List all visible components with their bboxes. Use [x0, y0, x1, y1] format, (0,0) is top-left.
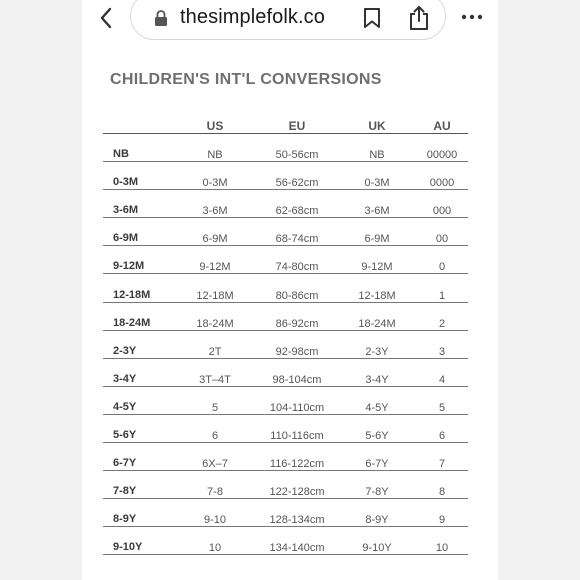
column-header-us: US	[206, 119, 224, 133]
cell-au: 0000	[429, 177, 455, 189]
cell-eu: 74-80cm	[275, 261, 319, 273]
row-divider	[103, 330, 468, 331]
row-divider	[103, 386, 468, 387]
cell-uk: 9-12M	[361, 261, 393, 273]
row-divider	[103, 526, 468, 527]
row-divider	[103, 273, 468, 274]
cell-us: 3-6M	[202, 205, 228, 217]
cell-eu: 50-56cm	[275, 149, 319, 161]
cell-eu: 104-110cm	[269, 402, 325, 414]
cell-uk: 0-3M	[364, 177, 390, 189]
row-size-label: NB	[113, 148, 129, 160]
cell-uk: 3-6M	[364, 205, 390, 217]
row-size-label: 9-12M	[113, 260, 145, 272]
cell-eu: 134-140cm	[269, 542, 325, 554]
back-button[interactable]	[94, 6, 118, 30]
cell-uk: 6-9M	[364, 233, 390, 245]
cell-eu: 68-74cm	[275, 233, 319, 245]
cell-eu: 62-68cm	[275, 205, 319, 217]
cell-au: 00000	[426, 149, 458, 161]
cell-au: 6	[438, 430, 446, 442]
cell-us: 5	[211, 402, 219, 414]
row-size-label: 6-7Y	[113, 457, 137, 469]
row-divider	[103, 217, 468, 218]
row-size-label: 4-5Y	[113, 401, 137, 413]
cell-eu: 110-116cm	[270, 430, 324, 442]
cell-au: 5	[438, 402, 446, 414]
column-header-eu: EU	[288, 119, 306, 133]
cell-us: 6X–7	[202, 458, 228, 470]
url-text[interactable]: thesimplefolk.co	[180, 6, 325, 28]
cell-au: 8	[438, 486, 446, 498]
cell-eu: 56-62cm	[275, 177, 319, 189]
cell-eu: 122-128cm	[269, 486, 325, 498]
row-divider	[103, 414, 468, 415]
cell-us: 6	[211, 430, 219, 442]
cell-uk: 2-3Y	[365, 346, 389, 358]
cell-uk: 8-9Y	[365, 514, 389, 526]
cell-au: 3	[438, 346, 446, 358]
cell-uk: 4-5Y	[365, 402, 389, 414]
row-size-label: 6-9M	[113, 232, 139, 244]
row-size-label: 5-6Y	[113, 429, 137, 441]
cell-au: 7	[438, 458, 446, 470]
cell-us: 3T–4T	[199, 374, 231, 386]
share-icon[interactable]	[407, 5, 431, 31]
cell-uk: 7-8Y	[365, 486, 389, 498]
row-size-label: 3-4Y	[113, 373, 137, 385]
chart-title: CHILDREN'S INT'L CONVERSIONS	[110, 71, 382, 88]
cell-eu: 128-134cm	[269, 514, 325, 526]
cell-uk: NB	[369, 149, 385, 161]
row-divider	[103, 442, 468, 443]
cell-us: 10	[208, 542, 222, 554]
row-divider	[103, 498, 468, 499]
cell-uk: 12-18M	[358, 290, 396, 302]
cell-eu: 98-104cm	[272, 374, 322, 386]
row-size-label: 8-9Y	[113, 513, 137, 525]
row-divider	[103, 358, 468, 359]
cell-eu: 86-92cm	[275, 318, 319, 330]
column-header-au: AU	[433, 119, 451, 133]
header-rule	[103, 133, 468, 134]
cell-eu: 92-98cm	[275, 346, 319, 358]
cell-uk: 9-10Y	[362, 542, 392, 554]
cell-us: 6-9M	[202, 233, 228, 245]
row-size-label: 7-8Y	[113, 485, 137, 497]
row-divider	[103, 470, 468, 471]
browser-toolbar	[0, 0, 580, 42]
cell-uk: 18-24M	[358, 318, 396, 330]
cell-eu: 80-86cm	[275, 290, 319, 302]
row-divider	[103, 189, 468, 190]
cell-us: 9-12M	[199, 261, 231, 273]
cell-us: 12-18M	[196, 290, 234, 302]
cell-us: NB	[207, 149, 223, 161]
cell-au: 10	[435, 542, 449, 554]
row-size-label: 9-10Y	[113, 541, 143, 553]
row-size-label: 12-18M	[113, 289, 151, 301]
cell-au: 0	[438, 261, 446, 273]
row-divider	[103, 554, 468, 555]
cell-uk: 6-7Y	[365, 458, 389, 470]
cell-us: 9-10	[203, 514, 227, 526]
cell-au: 000	[432, 205, 452, 217]
row-size-label: 18-24M	[113, 317, 151, 329]
cell-au: 2	[438, 318, 446, 330]
row-size-label: 2-3Y	[113, 345, 137, 357]
cell-us: 2T	[208, 346, 222, 358]
column-header-uk: UK	[368, 119, 386, 133]
cell-eu: 116-122cm	[269, 458, 325, 470]
row-size-label: 0-3M	[113, 176, 139, 188]
lock-icon	[154, 10, 168, 26]
row-divider	[103, 245, 468, 246]
cell-au: 1	[438, 290, 446, 302]
chevron-left-icon	[99, 7, 113, 29]
cell-us: 0-3M	[202, 177, 228, 189]
cell-au: 00	[435, 233, 449, 245]
bookmark-icon[interactable]	[362, 7, 382, 29]
cell-au: 4	[438, 374, 446, 386]
cell-au: 9	[438, 514, 446, 526]
row-divider	[103, 302, 468, 303]
cell-uk: 5-6Y	[365, 430, 389, 442]
more-icon[interactable]	[460, 10, 484, 24]
cell-us: 18-24M	[196, 318, 234, 330]
row-size-label: 3-6M	[113, 204, 139, 216]
cell-us: 7-8	[207, 486, 223, 498]
cell-uk: 3-4Y	[365, 374, 389, 386]
row-divider	[103, 161, 468, 162]
